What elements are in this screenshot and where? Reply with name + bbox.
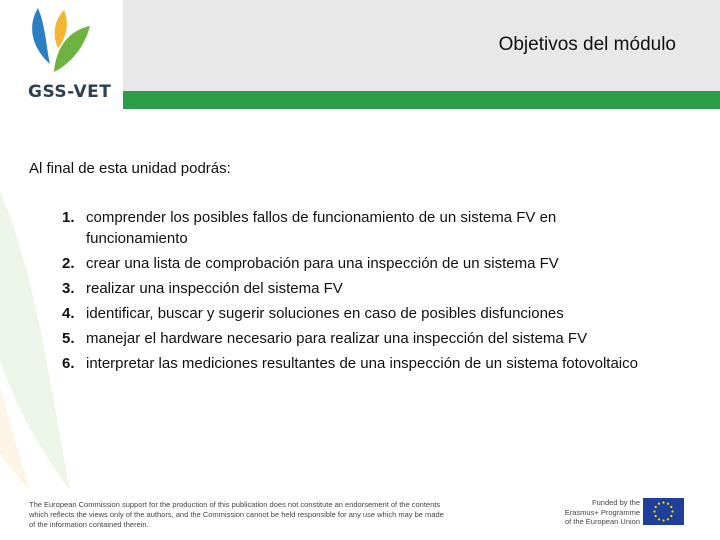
list-item — [62, 303, 662, 324]
item-number: 2. — [62, 255, 75, 272]
gss-vet-logo — [18, 6, 118, 104]
intro-text: Al final de esta unidad podrás: — [29, 160, 231, 177]
list-item — [62, 207, 662, 249]
objectives-list — [62, 207, 662, 378]
item-number: 6. — [62, 355, 75, 372]
item-text: manejar el hardware necesario para realizar una inspección del sistema FV — [86, 330, 588, 347]
item-number: 4. — [62, 305, 75, 322]
item-number: 5. — [62, 330, 75, 347]
list-item — [62, 278, 662, 299]
item-number: 3. — [62, 280, 75, 297]
header-green-bar — [123, 91, 720, 109]
slide-title: Objetivos del módulo — [498, 34, 676, 55]
leaf-logo-icon — [24, 6, 94, 80]
item-text: interpretar las mediciones resultantes de una inspección de un sistema fotovoltaico — [86, 355, 638, 372]
logo-text: GSS-VET — [28, 82, 112, 102]
item-text: comprender los posibles fallos de funcionamiento de un sistema FV en funcionamiento — [86, 209, 557, 247]
eu-disclaimer: The European Commission support for the production of this publication does not constitute an endorsement of the contents which reflects the views only of the authors, and the Commission cannot be held responsible for any use which may be made of the information contained therein. — [29, 500, 444, 529]
item-number: 1. — [62, 209, 75, 226]
item-text: realizar una inspección del sistema FV — [86, 280, 343, 297]
funded-by-text: Funded by the Erasmus+ Programme of the European Union — [564, 498, 640, 526]
list-item — [62, 328, 662, 349]
item-text: identificar, buscar y sugerir soluciones en caso de posibles disfunciones — [86, 305, 564, 322]
item-text: crear una lista de comprobación para una inspección de un sistema FV — [86, 255, 559, 272]
list-item — [62, 353, 662, 374]
eu-flag-icon — [643, 498, 684, 525]
list-item — [62, 253, 662, 274]
